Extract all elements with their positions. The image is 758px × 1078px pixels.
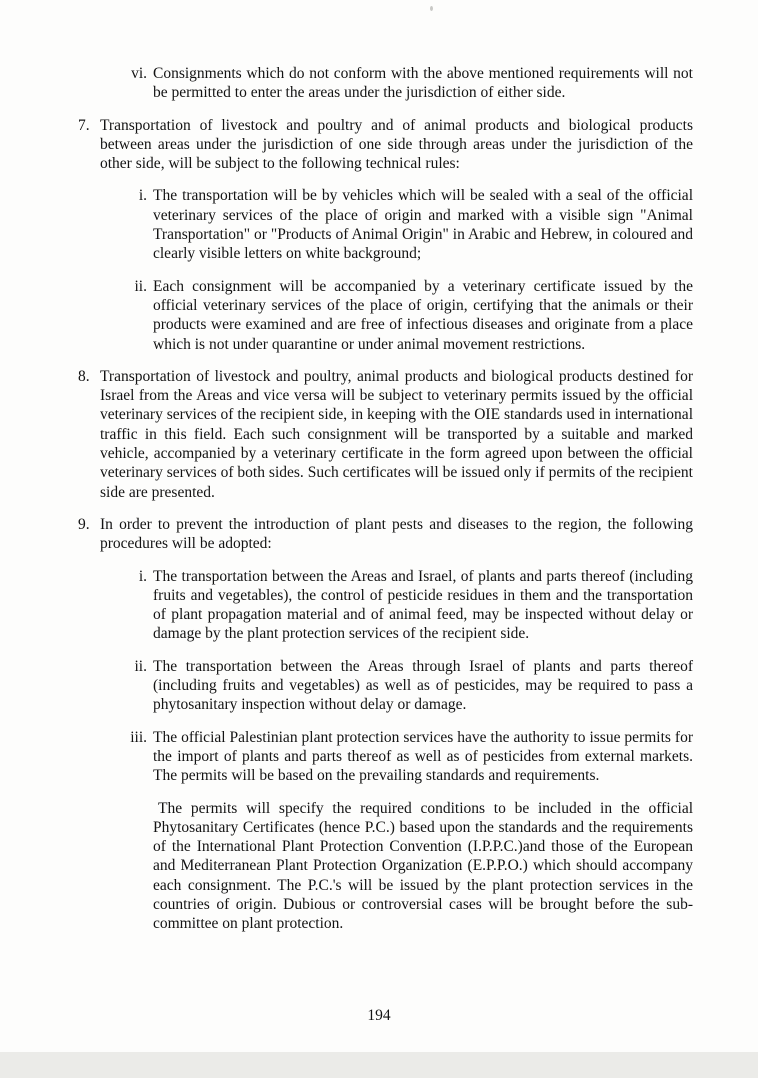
- scan-artifact-band: [0, 1052, 758, 1078]
- item-text: In order to prevent the introduction of plant pests and diseases to the region, the following procedures will be adopted:: [100, 515, 693, 553]
- document-content: [0, 64, 758, 947]
- item-marker: iii.: [130, 728, 147, 746]
- item-text: Transportation of livestock and poultry, animal products and biological products destined for Israel from the Areas and vice versa will be subject to veterinary permits issued by the official veterinary services of the recipient side, in keeping with the OIE standards used in international traffic in this field. Each such consignment will be transported by a suitable and marked vehicle, accompanied by a veterinary certificate in the form agreed upon between the official veterinary services of both sides. Such certificates will be issued only if permits of the recipient side are presented.: [100, 367, 693, 501]
- list-item-8: [0, 367, 758, 502]
- item-marker: i.: [138, 187, 147, 205]
- item-marker: ii.: [134, 277, 147, 295]
- item-text: The transportation between the Areas and Israel, of plants and parts thereof (including fruits and vegetables), the control of pesticide residues in them and the transportation of plant propagation material and of animal feed, may be inspected without delay or damage by the plant protection services of the recipient side.: [153, 567, 693, 643]
- list-item-7-ii: [0, 277, 758, 354]
- item-marker: vi.: [131, 65, 147, 82]
- item-text: Each consignment will be accompanied by a veterinary certificate issued by the official veterinary services of the place of origin, certifying that the animals or their products were examined and are free of infectious diseases and originate from a place which is not under quarantine or under animal movement restrictions.: [153, 277, 693, 353]
- list-item-7-i: [0, 186, 758, 263]
- list-item-9-iii: [0, 728, 758, 786]
- item-marker: 8.: [78, 367, 90, 385]
- item-text: The transportation will be by vehicles which will be sealed with a seal of the official veterinary services of the place of origin and marked with a visible sign "Animal Transportation" or "Products of Animal Origin" in Arabic and Hebrew, in coloured and clearly visible letters on white background;: [153, 187, 693, 263]
- item-marker: 9.: [78, 515, 90, 533]
- continuation-paragraph: [0, 799, 758, 934]
- item-marker: ii.: [134, 657, 147, 675]
- item-marker: i.: [138, 567, 147, 585]
- item-text: The permits will specify the required conditions to be included in the official Phytosanitary Certificates (hence P.C.) based upon the standards and the requirements of the International Plant Protection Convention (I.P.P.C.)and those of the European and Mediterranean Plant Protection Organization (E.P.P.O.) which should accompany each consignment. The P.C.'s will be issued by the plant protection services in the countries of origin. Dubious or controversial cases will be brought before the sub-committee on plant protection.: [153, 799, 693, 933]
- list-item-9-i: [0, 567, 758, 644]
- item-text: The official Palestinian plant protection services have the authority to issue permits for the import of plants and parts thereof as well as of pesticides from external markets. The permits will be based on the prevailing standards and requirements.: [153, 728, 693, 785]
- item-text: Consignments which do not conform with the above mentioned requirements will not be permitted to enter the areas under the jurisdiction of either side.: [153, 65, 693, 102]
- item-text: The transportation between the Areas through Israel of plants and parts thereof (including fruits and vegetables) as well as of pesticides, may be required to pass a phytosanitary inspection without delay or damage.: [153, 657, 693, 714]
- list-item-7: [0, 116, 758, 174]
- scan-artifact-speck: [430, 6, 433, 11]
- list-item-9-ii: [0, 657, 758, 715]
- list-item-9: [0, 515, 758, 554]
- item-marker: 7.: [78, 116, 90, 134]
- item-text: Transportation of livestock and poultry and of animal products and biological products between areas under the jurisdiction of one side through areas under the jurisdiction of the other side, will be subject to the following technical rules:: [100, 116, 693, 173]
- page-number: 194: [367, 1007, 391, 1024]
- list-item-vi: [0, 64, 758, 103]
